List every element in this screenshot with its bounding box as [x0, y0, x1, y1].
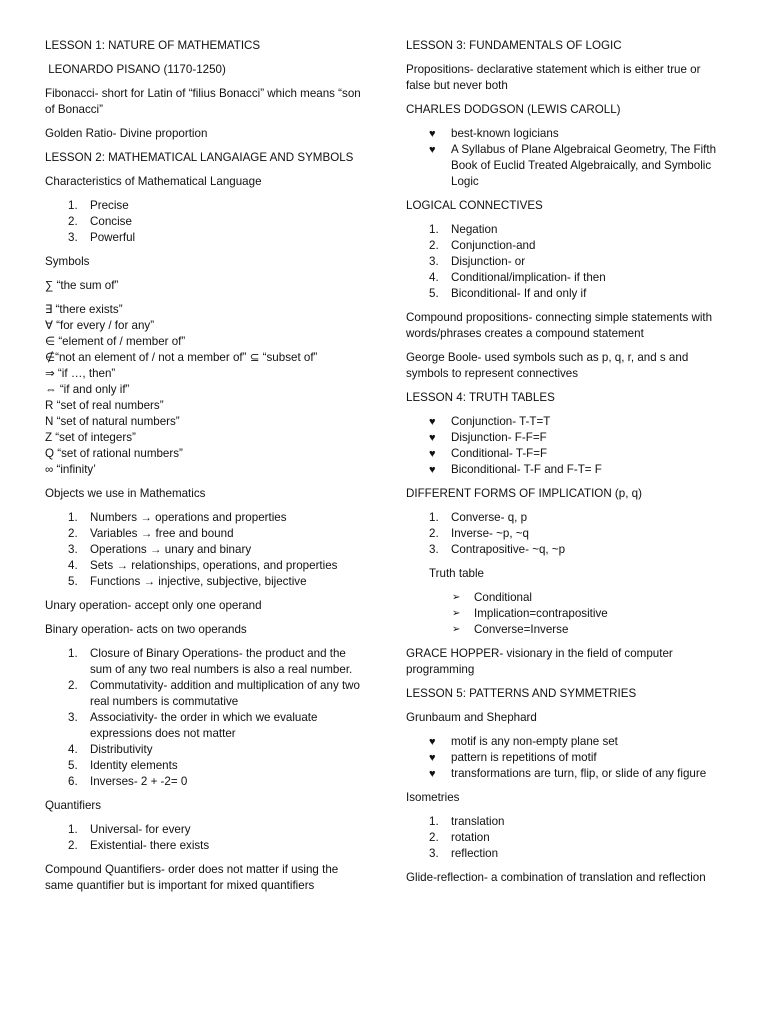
symbol-line: R “set of real numbers”: [45, 399, 164, 412]
list-item: 2. Existential- there exists: [68, 839, 210, 852]
left-column: [45, 38, 367, 902]
arrow-bullet-icon: ➢: [452, 608, 461, 619]
list-item: ♥ Biconditional- T-F and F-T= F: [429, 463, 602, 476]
compound-propositions-def: Compound propositions- connecting simple statements with words/phrases creates a compound statement: [406, 311, 713, 340]
right-column: [406, 38, 726, 894]
list-item: 4. Conditional/implication- if then: [429, 271, 606, 284]
symbol-line: Z “set of integers”: [45, 431, 136, 444]
unary-def: Unary operation- accept only one operand: [45, 599, 262, 612]
list-item: 3. Operations → unary and binary: [68, 543, 252, 556]
arrow-bullet-icon: ➢: [452, 624, 461, 635]
lesson5-title: LESSON 5: PATTERNS AND SYMMETRIES: [406, 687, 637, 700]
heart-bullet-icon: ♥: [429, 464, 436, 476]
list-item: 3. Associativity- the order in which we evaluate expressions does not matter: [68, 711, 318, 740]
quantifiers-list: [45, 822, 367, 854]
list-item: ♥ motif is any non-empty plane set: [429, 735, 618, 748]
list-item: 1. Converse- q, p: [429, 511, 528, 524]
list-item: ♥ Conjunction- T-T=T: [429, 415, 551, 428]
lesson1-title: LESSON 1: NATURE OF MATHEMATICS: [45, 39, 261, 52]
connectives-heading: LOGICAL CONNECTIVES: [406, 199, 543, 212]
list-item: 4. Distributivity: [68, 743, 153, 756]
lesson2-title: LESSON 2: MATHEMATICAL LANGAIAGE AND SYMBOLS: [45, 151, 354, 164]
symbol-line: ⇒ “if …, then”: [45, 367, 116, 380]
list-item: 3. Contrapositive- ~q, ~p: [429, 543, 566, 556]
list-item: ➢ Converse=Inverse: [452, 623, 569, 636]
hopper-def: GRACE HOPPER- visionary in the field of computer programming: [406, 647, 673, 676]
list-item: 2. Inverse- ~p, ~q: [429, 527, 529, 540]
symbol-line: Q “set of rational numbers”: [45, 447, 183, 460]
list-item: 3. Powerful: [68, 231, 136, 244]
list-item: 3. reflection: [429, 847, 499, 860]
characteristics-list: [45, 198, 367, 246]
list-item: ♥ Disjunction- F-F=F: [429, 431, 547, 444]
fibonacci-def: Fibonacci- short for Latin of “filius Bonacci” which means “son of Bonacci”: [45, 87, 361, 116]
list-item: 3. Disjunction- or: [429, 255, 526, 268]
list-item: 5. Biconditional- If and only if: [429, 287, 587, 300]
list-item: 5. Functions → injective, subjective, bijective: [68, 575, 307, 588]
quantifiers-heading: Quantifiers: [45, 799, 102, 812]
binary-properties-list: [45, 646, 367, 790]
list-item: 6. Inverses- 2 + -2= 0: [68, 775, 188, 788]
binary-def: Binary operation- acts on two operands: [45, 623, 247, 636]
list-item: ♥ pattern is repetitions of motif: [429, 751, 597, 764]
list-item: 2. Commutativity- addition and multiplication of any two real numbers is commutative: [68, 679, 361, 708]
propositions-def: Propositions- declarative statement which is either true or false but never both: [406, 63, 701, 92]
dodgson-list: [406, 126, 726, 190]
symbol-line: ∈ “element of / member of”: [45, 335, 186, 348]
isometries-list: [406, 814, 726, 862]
list-item: 1. Negation: [429, 223, 498, 236]
symbols-list: [45, 302, 367, 478]
heart-bullet-icon: ♥: [429, 432, 436, 444]
truth-table-label: Truth table: [429, 567, 484, 580]
implication-list: [406, 510, 726, 558]
connectives-list: [406, 222, 726, 302]
implication-heading: DIFFERENT FORMS OF IMPLICATION (p, q): [406, 487, 642, 500]
heart-bullet-icon: ♥: [429, 448, 436, 460]
list-item: 2. Concise: [68, 215, 132, 228]
compound-quantifiers-def: Compound Quantifiers- order does not matter if using the same quantifier but is important for mixed quantifiers: [45, 863, 339, 892]
truth-table-list: [406, 590, 726, 638]
heart-bullet-icon: ♥: [429, 144, 436, 156]
truth-list: [406, 414, 726, 478]
dodgson-heading: CHARLES DODGSON (LEWIS CAROLL): [406, 103, 621, 116]
list-item: 2. Conjunction-and: [429, 239, 536, 252]
list-item: 4. Sets → relationships, operations, and properties: [68, 559, 338, 572]
pattern-list: [406, 734, 726, 782]
symbols-heading: Symbols: [45, 255, 90, 268]
list-item: ♥ A Syllabus of Plane Algebraical Geometry, The Fifth Book of Euclid Treated Algebraically, and Symbolic Logic: [429, 143, 717, 188]
grunbaum-heading: Grunbaum and Shephard: [406, 711, 537, 724]
boole-def: George Boole- used symbols such as p, q, r, and s and symbols to represent connectives: [406, 351, 689, 380]
lesson3-title: LESSON 3: FUNDAMENTALS OF LOGIC: [406, 39, 622, 52]
symbol-line: ∉“not an element of / not a member of” ⊆ “subset of”: [45, 351, 318, 364]
heart-bullet-icon: ♥: [429, 768, 436, 780]
list-item: 5. Identity elements: [68, 759, 178, 772]
golden-ratio-def: Golden Ratio- Divine proportion: [45, 127, 208, 140]
objects-heading: Objects we use in Mathematics: [45, 487, 206, 500]
symbol-line: ∀ “for every / for any”: [45, 319, 155, 332]
characteristics-heading: Characteristics of Mathematical Language: [45, 175, 262, 188]
heart-bullet-icon: ♥: [429, 752, 436, 764]
list-item: ➢ Conditional: [452, 591, 533, 604]
list-item: ♥ best-known logicians: [429, 127, 559, 140]
symbol-line: N “set of natural numbers”: [45, 415, 180, 428]
glide-reflection-def: Glide-reflection- a combination of translation and reflection: [406, 871, 706, 884]
list-item: 1. Numbers → operations and properties: [68, 511, 287, 524]
objects-list: [45, 510, 367, 590]
list-item: 2. rotation: [429, 831, 490, 844]
symbol-line: ∞ “infinity’: [45, 463, 96, 476]
heart-bullet-icon: ♥: [429, 128, 436, 140]
pisano-heading: LEONARDO PISANO (1170-1250): [45, 63, 226, 76]
list-item: ♥ Conditional- T-F=F: [429, 447, 548, 460]
list-item: 1. Universal- for every: [68, 823, 191, 836]
list-item: ♥ transformations are turn, flip, or slide of any figure: [429, 767, 707, 780]
list-item: 1. Closure of Binary Operations- the product and the sum of any two real numbers is also a real number.: [68, 647, 353, 676]
heart-bullet-icon: ♥: [429, 416, 436, 428]
list-item: ➢ Implication=contrapositive: [452, 607, 608, 620]
symbol-line: ∃ “there exists”: [45, 303, 123, 316]
list-item: 1. Precise: [68, 199, 129, 212]
lesson4-title: LESSON 4: TRUTH TABLES: [406, 391, 555, 404]
sum-symbol: ∑ “the sum of”: [45, 279, 119, 292]
heart-bullet-icon: ♥: [429, 736, 436, 748]
isometries-heading: Isometries: [406, 791, 460, 804]
list-item: 2. Variables → free and bound: [68, 527, 234, 540]
symbol-line: ⇔ “if and only if”: [45, 383, 130, 396]
arrow-bullet-icon: ➢: [452, 592, 461, 603]
list-item: 1. translation: [429, 815, 505, 828]
